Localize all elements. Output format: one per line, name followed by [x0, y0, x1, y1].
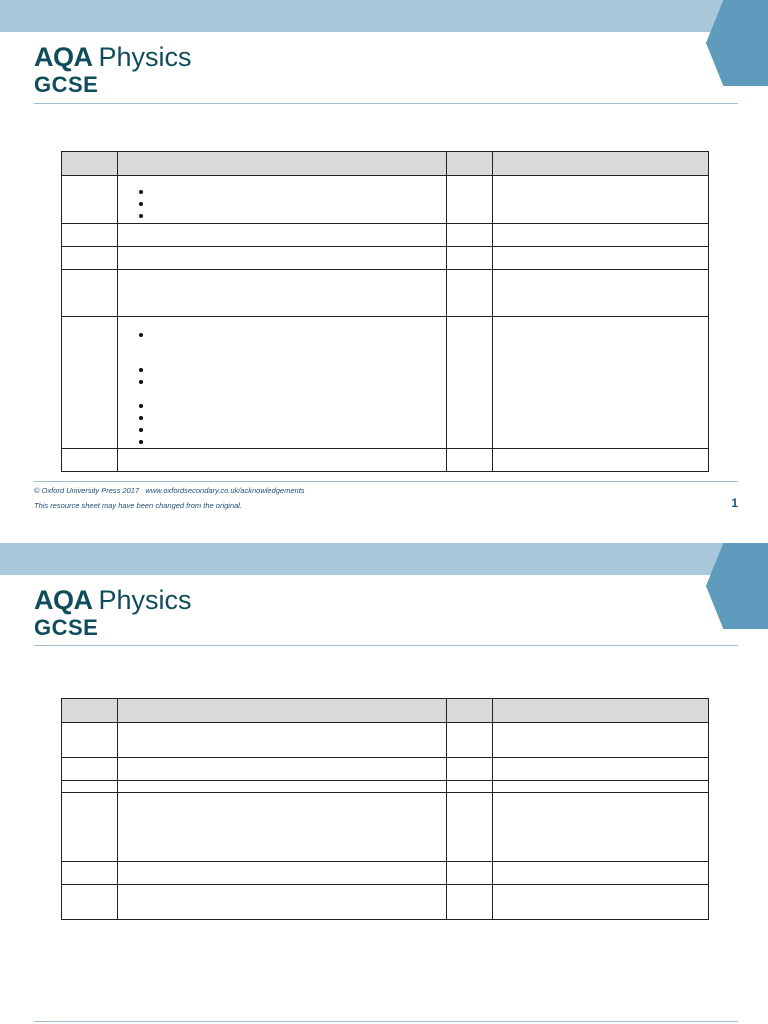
bullet-icon: [139, 190, 143, 194]
table-row: [62, 885, 709, 920]
bullet-icon: [139, 380, 143, 384]
table-row: [62, 247, 709, 270]
header-rule: [34, 645, 738, 646]
footer-rule: [34, 481, 738, 482]
table-header-row: [62, 152, 709, 176]
logo-level: GCSE: [34, 615, 99, 640]
bullet-icon: [139, 404, 143, 408]
logo-level: GCSE: [34, 72, 99, 97]
footer-notice: This resource sheet may have been changed from the original.: [34, 501, 243, 510]
lesson-table: [61, 151, 709, 472]
table-row: [62, 224, 709, 247]
logo-subject: Physics: [98, 585, 192, 615]
table-header-row: [62, 699, 709, 723]
footer-rule: [34, 1021, 738, 1022]
table-row: [62, 176, 709, 224]
logo-brand: AQA: [34, 42, 93, 72]
header-rule: [34, 103, 738, 104]
table-row: [62, 862, 709, 885]
bullet-icon: [139, 416, 143, 420]
table-row: [62, 793, 709, 862]
logo: [34, 42, 192, 97]
table-row: [62, 781, 709, 793]
footer-copyright: [34, 486, 305, 495]
header-band: [0, 543, 768, 575]
table-row: [62, 449, 709, 472]
bullet-icon: [139, 368, 143, 372]
logo-brand: AQA: [34, 585, 93, 615]
logo-subject: Physics: [98, 42, 192, 72]
table-row: [62, 270, 709, 317]
table-row: [62, 317, 709, 449]
bullet-icon: [139, 214, 143, 218]
bullet-icon: [139, 440, 143, 444]
logo: [34, 585, 192, 640]
bullet-icon: [139, 428, 143, 432]
table-row: [62, 758, 709, 781]
header-band: [0, 0, 768, 32]
bullet-icon: [139, 333, 143, 337]
bullet-icon: [139, 202, 143, 206]
acknowledgements-link[interactable]: www.oxfordsecondary.co.uk/acknowledgements: [145, 486, 305, 495]
page-2: [0, 543, 768, 1024]
page-gap: [0, 528, 768, 543]
page-number: 1: [731, 496, 738, 510]
table-row: [62, 723, 709, 758]
copyright-text: © Oxford University Press 2017: [34, 486, 140, 495]
lesson-table: [61, 698, 709, 920]
